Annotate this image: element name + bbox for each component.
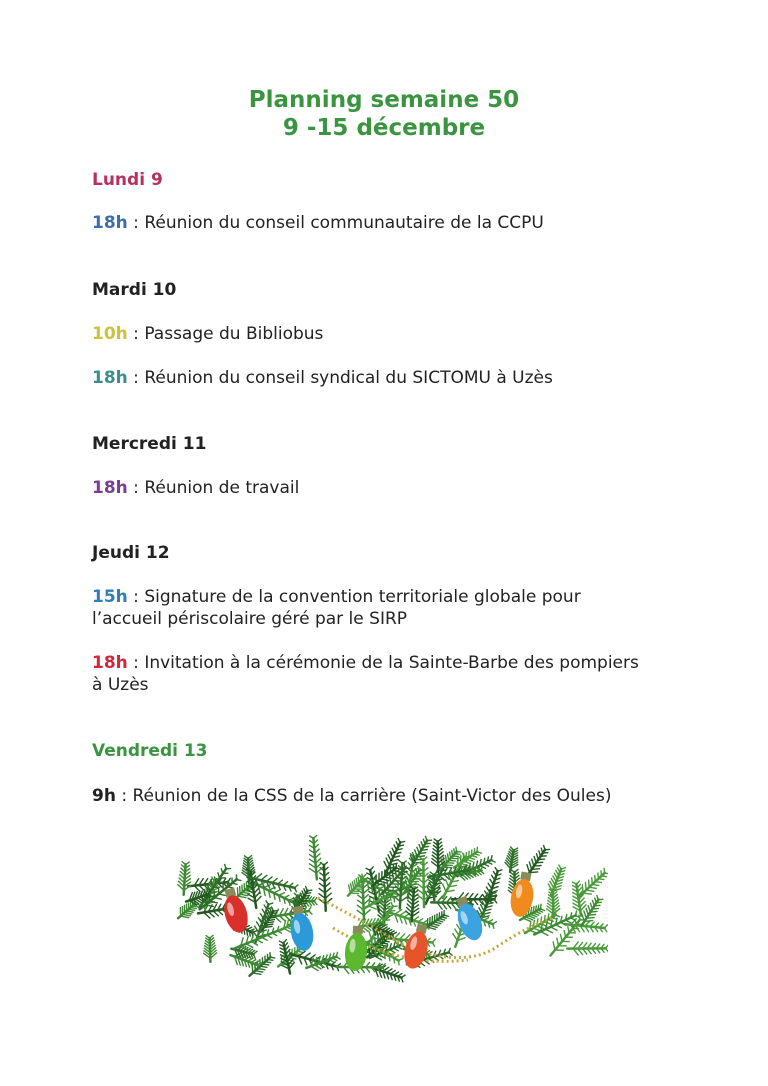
entry-time: 10h — [92, 324, 128, 344]
day-heading-vendredi: Vendredi 13 — [92, 741, 208, 761]
day-heading-mardi: Mardi 10 — [92, 280, 177, 300]
entry-text: Réunion de la CSS de la carrière (Saint-Victor des Oules) — [132, 786, 612, 806]
entry-separator: : — [115, 786, 133, 806]
entry-text: Passage du Bibliobus — [144, 324, 324, 344]
entry-time: 15h — [92, 587, 128, 607]
day-heading-lundi: Lundi 9 — [92, 170, 163, 190]
page-title: Planning semaine 50 — [248, 87, 520, 113]
entry-text: Réunion de travail — [144, 478, 300, 498]
christmas-garland-icon — [168, 828, 608, 1008]
entry-time: 18h — [92, 213, 128, 233]
agenda-entry — [92, 785, 652, 807]
agenda-entry — [92, 212, 652, 234]
entry-time: 9h — [92, 786, 116, 806]
entry-separator: : — [127, 324, 145, 344]
day-heading-mercredi: Mercredi 11 — [92, 434, 207, 454]
agenda-entry — [92, 367, 652, 389]
entry-text: Signature de la convention territoriale globale pour l’accueil périscolaire géré par le SIRP — [92, 587, 581, 629]
page-subtitle: 9 -15 décembre — [282, 115, 486, 141]
entry-text: Invitation à la cérémonie de la Sainte-Barbe des pompiers à Uzès — [92, 653, 639, 695]
entry-time: 18h — [92, 368, 128, 388]
agenda-entry — [92, 652, 652, 696]
entry-separator: : — [127, 587, 145, 607]
day-heading-jeudi: Jeudi 12 — [92, 543, 170, 563]
entry-separator: : — [127, 213, 145, 233]
entry-text: Réunion du conseil communautaire de la CCPU — [144, 213, 544, 233]
entry-separator: : — [127, 478, 145, 498]
entry-separator: : — [127, 653, 145, 673]
entry-separator: : — [127, 368, 145, 388]
agenda-entry — [92, 586, 652, 630]
entry-time: 18h — [92, 478, 128, 498]
entry-time: 18h — [92, 653, 128, 673]
agenda-entry — [92, 323, 652, 345]
agenda-entry — [92, 477, 652, 499]
entry-text: Réunion du conseil syndical du SICTOMU à Uzès — [144, 368, 553, 388]
